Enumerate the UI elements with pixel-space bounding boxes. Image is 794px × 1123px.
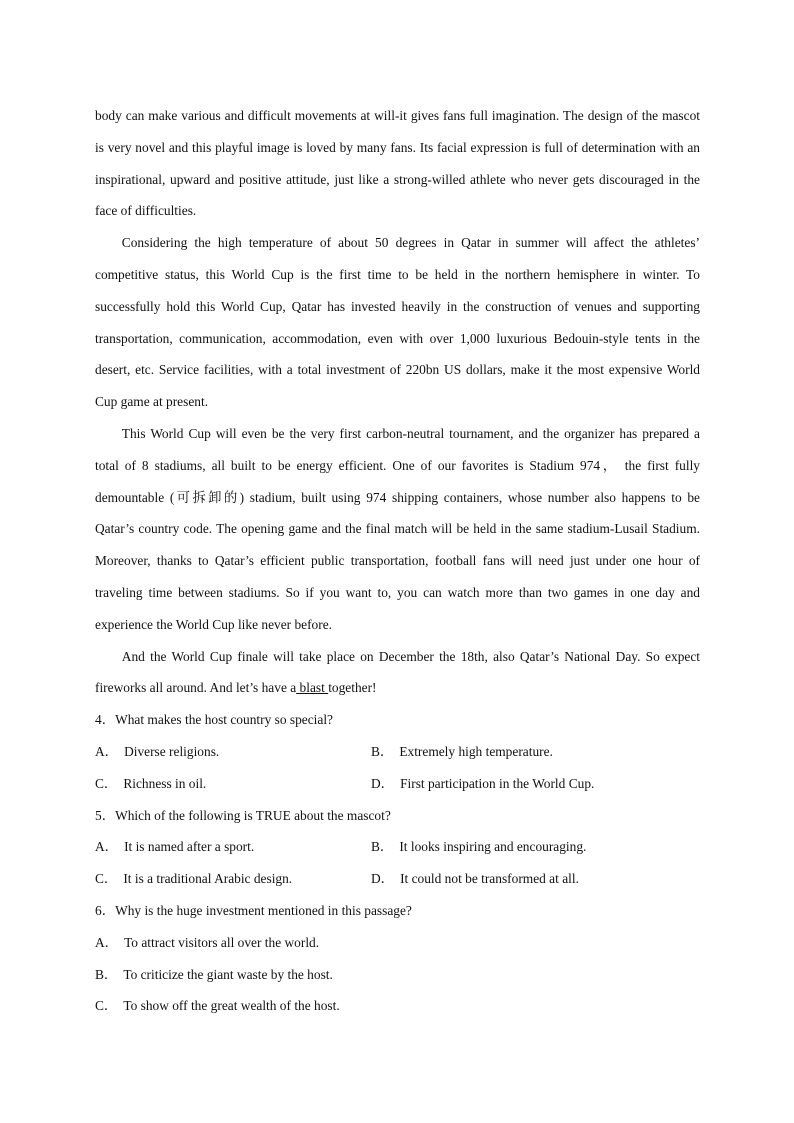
question-4-stem: 4．What makes the host country so special? — [95, 712, 333, 728]
option-label: B． — [371, 743, 394, 759]
paragraph-4-text-after: together! — [328, 680, 377, 696]
question-6-stem: 6．Why is the huge investment mentioned in this passage? — [95, 902, 412, 918]
question-4-option-a — [95, 736, 371, 768]
option-label: B． — [371, 839, 394, 855]
option-text: Richness in oil. — [123, 775, 207, 791]
option-text: It could not be transformed at all. — [400, 871, 579, 887]
question-4-options-row-2 — [95, 768, 700, 800]
question-5-options-row-2 — [95, 863, 700, 895]
passage-paragraph-4 — [95, 641, 700, 705]
question-4-option-d — [371, 768, 647, 800]
option-text: To criticize the giant waste by the host. — [123, 966, 333, 982]
passage-paragraph-2: Considering the high temperature of about 50 degrees in Qatar in summer will affect the athletes’ competitive status, this World Cup is the first time to be held in the northern hemisphere in winter. To successfully hold this World Cup, Qatar has invested heavily in the construction of venues and supporting transportation, communication, accommodation, even with over 1,000 luxurious Bedouin-style tents in the desert, etc. Service facilities, with a total investment of 220bn US dollars, make it the most expensive World Cup game at present. — [95, 235, 700, 410]
question-6-option-a — [95, 927, 700, 959]
option-label: D． — [371, 775, 395, 791]
question-4-option-b — [371, 736, 647, 768]
question-6-option-a-row — [95, 927, 700, 959]
option-label: C． — [95, 775, 118, 791]
underlined-word-blast: blast — [296, 680, 329, 696]
question-5-option-b — [371, 831, 647, 863]
question-5-option-d — [371, 863, 647, 895]
question-5-option-c — [95, 863, 371, 895]
passage-paragraph-3: This World Cup will even be the very first carbon-neutral tournament, and the organizer has prepared a total of 8 stadiums, all built to be energy efficient. One of our favorites is Stadium 974， the first fully demountable (可拆卸的) stadium, built using 974 shipping containers, whose number also happens to be Qatar’s country code. The opening game and the final match will be held in the same stadium-Lusail Stadium. Moreover, thanks to Qatar’s efficient public transportation, football fans will need just under one hour of traveling time between stadiums. So if you want to, you can watch more than two games in one day and experience the World Cup like never before. — [95, 425, 700, 632]
document-content — [95, 100, 700, 1022]
question-6-option-b — [95, 959, 700, 991]
question-5-option-a — [95, 831, 371, 863]
option-label: A． — [95, 934, 119, 950]
option-text: It is a traditional Arabic design. — [123, 871, 293, 887]
option-label: B． — [95, 966, 118, 982]
option-label: D． — [371, 871, 395, 887]
option-text: It looks inspiring and encouraging. — [399, 839, 587, 855]
passage-paragraph-1: body can make various and difficult movements at will-it gives fans full imagination. The design of the mascot is very novel and this playful image is loved by many fans. Its facial expression is full of determination with an inspirational, upward and positive attitude, just like a strong-willed athlete who never gets discouraged in the face of difficulties. — [95, 108, 700, 219]
question-6-option-c-row — [95, 990, 700, 1022]
option-text: Diverse religions. — [124, 743, 220, 759]
option-text: To show off the great wealth of the host. — [123, 998, 340, 1014]
paragraph-4-text-before: And the World Cup finale will take place on December the 18th, also Qatar’s National Day. So expect fireworks all around. And let’s have a — [95, 648, 700, 696]
option-label: C． — [95, 998, 118, 1014]
question-6-option-b-row — [95, 959, 700, 991]
question-5-stem: 5．Which of the following is TRUE about the mascot? — [95, 807, 391, 823]
option-label: A． — [95, 743, 119, 759]
question-4-options-row-1 — [95, 736, 700, 768]
option-label: A． — [95, 839, 119, 855]
question-4-option-c — [95, 768, 371, 800]
question-6-option-c — [95, 990, 700, 1022]
option-text: To attract visitors all over the world. — [124, 934, 320, 950]
option-text: First participation in the World Cup. — [400, 775, 595, 791]
option-text: Extremely high temperature. — [399, 743, 553, 759]
question-5-options-row-1 — [95, 831, 700, 863]
option-label: C． — [95, 871, 118, 887]
option-text: It is named after a sport. — [124, 839, 255, 855]
